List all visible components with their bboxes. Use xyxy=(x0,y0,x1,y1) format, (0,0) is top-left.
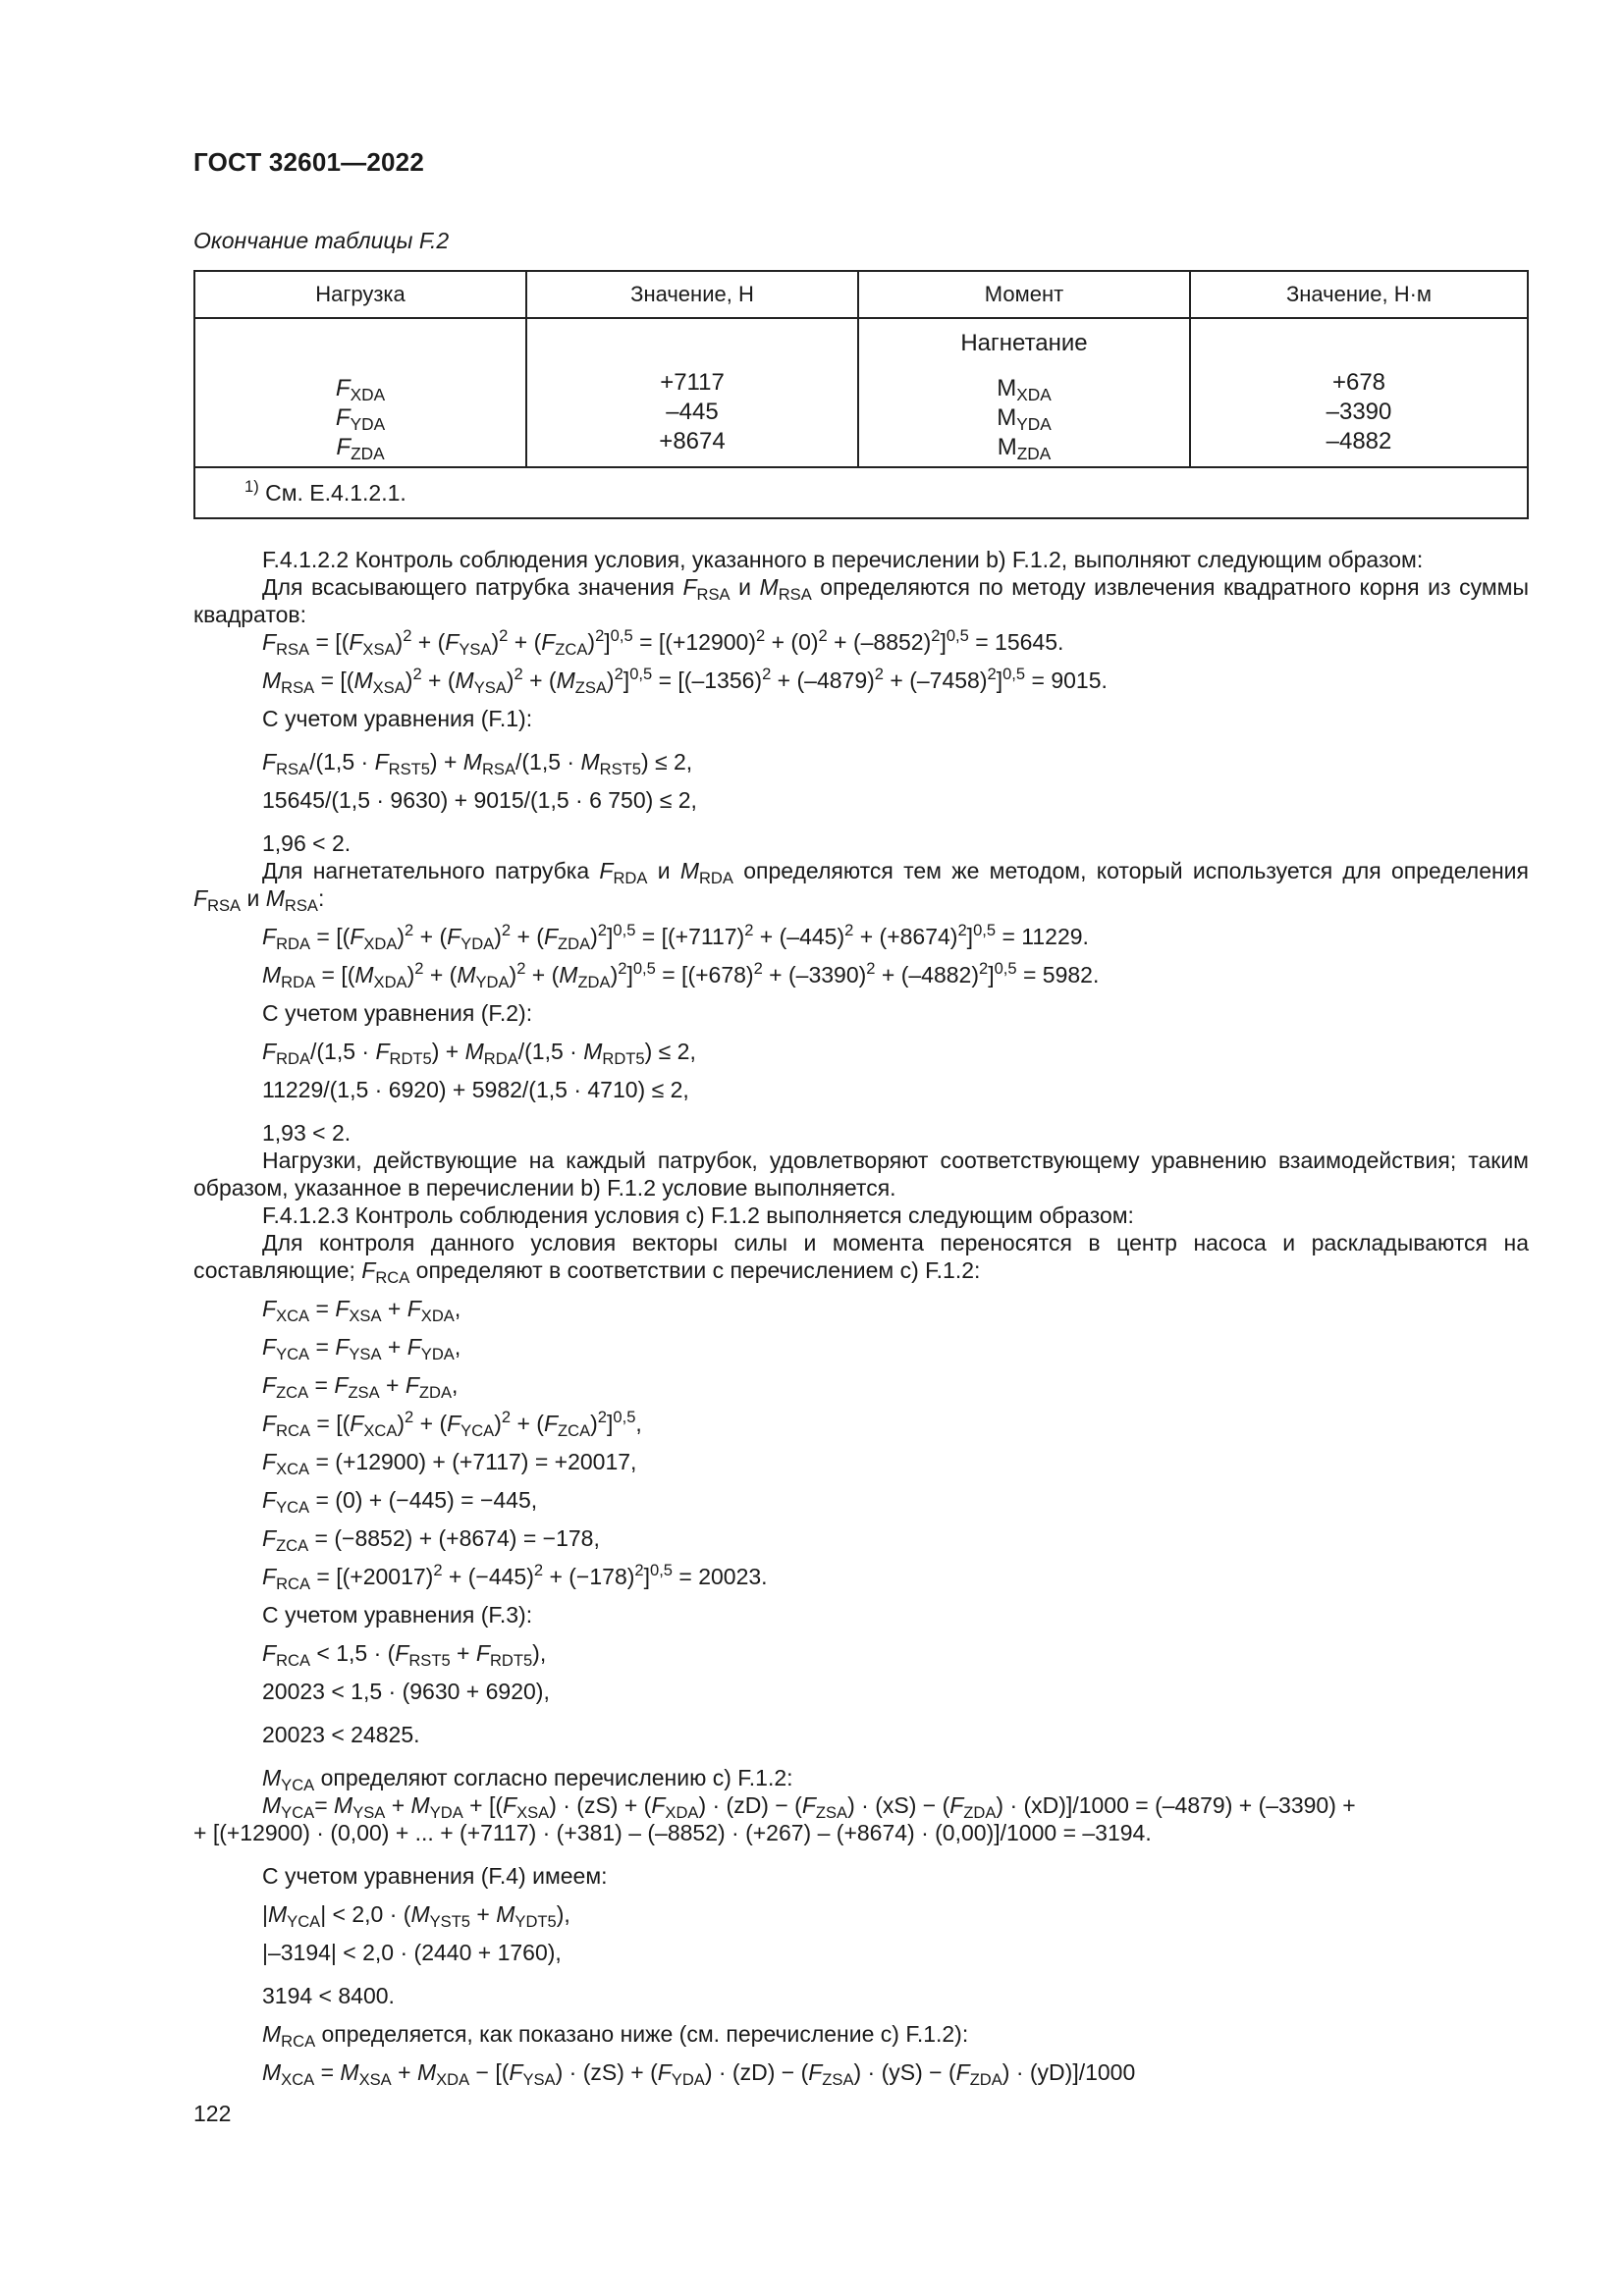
table-header-row xyxy=(194,271,1528,318)
table-caption: Окончание таблицы F.2 xyxy=(193,228,450,253)
equation: 15645/(1,5 · 9630) + 9015/(1,5 · 6 750) ≤ 2, xyxy=(262,787,697,813)
paragraph: Для всасывающего патрубка значения $F_{RSA}$ и $M_{RSA}$ определяются по методу извлечения квадратного корня из суммы квадратов: xyxy=(193,574,1529,627)
equation: $F_{RDA} = [(F_{XDA})^2 + (F_{YDA})^2 + (F_{ZDA})^2]^{0,5} = [(+7117)^2 + (-445)^2 + (+8674)^2]^{0,5} = 11229$. xyxy=(262,920,1089,953)
equation: 20023 < 24825. xyxy=(262,1722,420,1747)
moment-label: $M_{YDA}$ xyxy=(997,404,1052,435)
paragraph: Нагрузки, действующие на каждый патрубок, удовлетворяют соответствующему уравнению взаимодействия; таким образом, указанное в перечислении b) F.1.2 условие выполняется. xyxy=(193,1148,1529,1201)
column-header-moment: Момент xyxy=(858,271,1190,318)
equation: 11229/(1,5 · 6920) + 5982/(1,5 · 4710) ≤ 2, xyxy=(262,1077,689,1102)
equation: $F_{ZCA} = F_{ZSA} + F_{ZDA}$, xyxy=(262,1372,459,1402)
column-header-force-value: Значение, Н xyxy=(526,271,858,318)
force-value: +7117 xyxy=(660,369,725,396)
equation: |–3194| < 2,0 · (2440 + 1760), xyxy=(262,1940,562,1965)
paragraph: F.4.1.2.3 Контроль соблюдения условия c) F.1.2 выполняется следующим образом: xyxy=(262,1202,1134,1228)
column-header-moment-value: Значение, Н·м xyxy=(1190,271,1528,318)
equation: 1,93 < 2. xyxy=(262,1120,352,1146)
force-value: +8674 xyxy=(659,428,726,454)
moment-value: –3390 xyxy=(1326,399,1392,425)
cell-moment-values xyxy=(1190,318,1528,467)
paragraph: Для нагнетательного патрубка $F_{RDA}$ и $M_{RDA}$ определяются тем же методом, который используется для определения $F_{RSA}$ и $M_{RSA}$: xyxy=(193,858,1529,915)
equation: $M_{RSA} = [(M_{XSA})^2 + (M_{YSA})^2 + (M_{ZSA})^2]^{0,5} = [(-1356)^2 + (-4879)^2 + (-7458)^2]^{0,5} = 9015$. xyxy=(262,664,1108,697)
force-label: $F_{ZDA}$ xyxy=(336,434,385,464)
paragraph: F.4.1.2.2 Контроль соблюдения условия, указанного в перечислении b) F.1.2, выполняют следующим образом: xyxy=(262,547,1424,572)
table-footnote-row xyxy=(194,467,1528,518)
equation: 3194 < 8400. xyxy=(262,1983,395,2008)
paragraph: Для контроля данного условия векторы силы и момента переносятся в центр насоса и раскладываются на составляющие; $F_{RCA}$ определяют в соответствии с перечислением с) F.1.2: xyxy=(193,1230,1529,1287)
subheading-discharge: Нагнетание xyxy=(960,330,1088,356)
paragraph: С учетом уравнения (F.1): xyxy=(262,706,533,731)
column-header-load: Нагрузка xyxy=(194,271,526,318)
equation: $F_{RSA}/(1,5 \cdot F_{RST5}) + M_{RSA}/(1,5 \cdot M_{RST5}) \le 2$, xyxy=(262,749,693,778)
equation: 1,96 < 2. xyxy=(262,830,352,856)
page-number: 122 xyxy=(193,2101,232,2126)
paragraph: $M_{RCA}$ определяется, как показано ниже (см. перечисление с) F.1.2): xyxy=(262,2021,969,2051)
body-text xyxy=(193,546,1529,2089)
force-label: $F_{XDA}$ xyxy=(335,375,386,405)
cell-force-values xyxy=(526,318,858,467)
paragraph: С учетом уравнения (F.2): xyxy=(262,1000,533,1026)
equation: $F_{YCA} = (0) + (-445) = -445$, xyxy=(262,1487,538,1517)
equation: $F_{XCA} = (+12900) + (+7117) = +20017$, xyxy=(262,1449,637,1478)
force-value: –445 xyxy=(666,399,719,425)
paragraph: С учетом уравнения (F.3): xyxy=(262,1602,533,1628)
moment-label: $M_{XDA}$ xyxy=(997,375,1052,405)
moment-label: $M_{ZDA}$ xyxy=(997,434,1052,464)
paragraph: С учетом уравнения (F.4) имеем: xyxy=(262,1863,608,1889)
equation: + [(+12900) · (0,00) + ... + (+7117) · (+381) – (–8852) · (+267) – (+8674) · (0,00)]/1000 = –3194. xyxy=(193,1820,1152,1845)
equation: $F_{RDA}/(1,5 \cdot F_{RDT5}) + M_{RDA}/(1,5 \cdot M_{RDT5}) \le 2$, xyxy=(262,1039,696,1068)
equation: $M_{YCA}= M_{YSA} + M_{YDA} + [(F_{XSA}) \cdot (zS) + (F_{XDA}) \cdot (zD) - (F_{ZSA}) \cdot (xS) - (F_{ZDA}) \cdot (xD)]/1000 = (-4879) + (-3390)$ + xyxy=(262,1792,1356,1822)
cell-forces xyxy=(194,318,526,467)
cell-moments xyxy=(858,318,1190,467)
table-footnote: $^{1)}$ См. Е.4.1.2.1. xyxy=(194,467,1528,518)
equation: $F_{RSA} = [(F_{XSA})^2 + (F_{YSA})^2 + (F_{ZCA})^2]^{0,5} = [(+12900)^2 + (0)^2 + (-8852)^2]^{0,5} = 15645$. xyxy=(262,625,1064,659)
moment-value: +678 xyxy=(1331,369,1386,396)
equation: 20023 < 1,5 · (9630 + 6920), xyxy=(262,1679,550,1704)
table-body-row xyxy=(194,318,1528,467)
equation: $F_{RCA} < 1,5 \cdot (F_{RST5} + F_{RDT5})$, xyxy=(262,1640,547,1670)
equation: $F_{XCA} = F_{XSA} + F_{XDA}$, xyxy=(262,1296,461,1325)
equation: $F_{RCA} = [(F_{XCA})^2 + (F_{YCA})^2 + (F_{ZCA})^2]^{0,5}$, xyxy=(262,1407,642,1440)
moment-value: –4882 xyxy=(1326,428,1392,454)
equation: $F_{YCA} = F_{YSA} + F_{YDA}$, xyxy=(262,1334,461,1363)
equation: $F_{ZCA} = (-8852) + (+8674) = -178$, xyxy=(262,1525,600,1555)
equation: $M_{XCA} = M_{XSA} + M_{XDA} - [(F_{YSA}) \cdot (zS) + (F_{YDA}) \cdot (zD) - (F_{ZSA}) \cdot (yS) - (F_{ZDA}) \cdot (yD)]/1000$ xyxy=(262,2059,1136,2089)
loads-table xyxy=(193,270,1529,519)
force-label: $F_{YDA}$ xyxy=(335,404,386,435)
equation: $F_{RCA} = [(+20017)^2 + (-445)^2 + (-178)^2]^{0,5} = 20023$. xyxy=(262,1560,768,1593)
document-code: ГОСТ 32601—2022 xyxy=(193,147,424,177)
equation: $M_{RDA} = [(M_{XDA})^2 + (M_{YDA})^2 + (M_{ZDA})^2]^{0,5} = [(+678)^2 + (-3390)^2 + (-4882)^2]^{0,5} = 5982$. xyxy=(262,958,1100,991)
equation: $|M_{YCA}| < 2,0 \cdot (M_{YST5} + M_{YDT5})$, xyxy=(262,1901,570,1931)
paragraph: $M_{YCA}$ определяют согласно перечислению с) F.1.2: xyxy=(262,1765,793,1794)
